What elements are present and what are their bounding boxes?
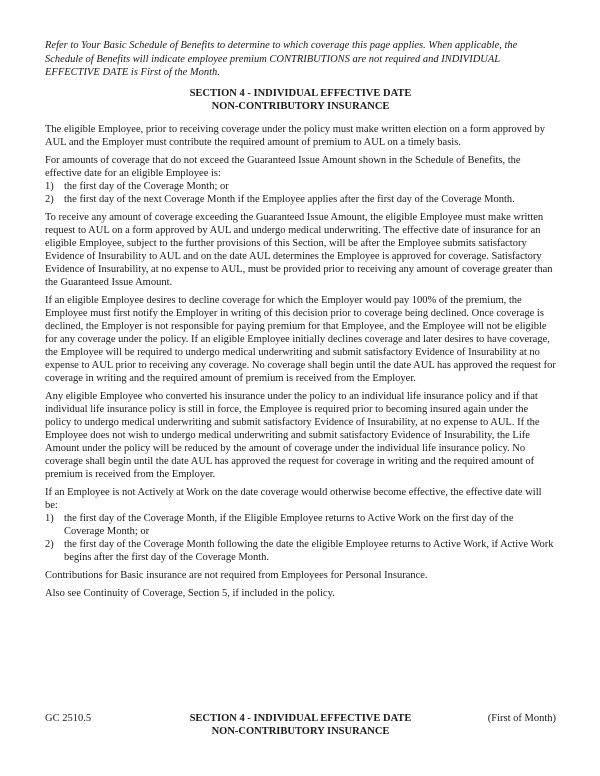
footer-right-note: (First of Month) [487, 713, 556, 724]
page-footer [45, 712, 556, 738]
active-work-list [45, 512, 556, 564]
list-item-number: 1) [45, 180, 54, 192]
section-heading-line2: NON-CONTRIBUTORY INSURANCE [211, 100, 390, 112]
list-item-number: 1) [45, 512, 54, 524]
paragraph-contributions: Contributions for Basic insurance are not required from Employees for Personal Insurance. [45, 569, 428, 581]
list-item-text: the first day of the Coverage Month; or [64, 180, 229, 192]
list-item-number: 2) [45, 538, 54, 550]
list-item-text: the first day of the Coverage Month following the date the eligible Employee returns to Active Work, if Active Work begins after the first day of the Coverage Month. [64, 538, 554, 563]
paragraph-decline-coverage: If an eligible Employee desires to decline coverage for which the Employer would pay 100% of the premium, the Employee must first notify the Employer in writing of this decision prior to coverage being declined. Once coverage is declined, the Employer is not responsible for paying premium for that Employee, and the Employee will not be eligible for any coverage under the policy. If an eligible Employee initially declines coverage and later desires to have coverage, the Employee will be required to undergo medical underwriting and submit satisfactory Evidence of Insurability at no expense to AUL prior to receiving any coverage. No coverage shall begin until the date AUL has approved the request for coverage in writing and the required amount of premium is received from the Employer. [45, 294, 556, 384]
footer-title-line2: NON-CONTRIBUTORY INSURANCE [211, 726, 390, 737]
list-item-number: 2) [45, 193, 54, 205]
list-item-text: the first day of the Coverage Month, if the Eligible Employee returns to Active Work on the first day of the Coverage Month; or [64, 512, 514, 537]
section-heading [45, 87, 556, 113]
guaranteed-issue-list [45, 180, 556, 206]
paragraph-written-election: The eligible Employee, prior to receiving coverage under the policy must make written election on a form approved by AUL and the Employer must contribute the required amount of premium to AUL on a timely basis. [45, 123, 546, 148]
paragraph-active-work-lead: If an Employee is not Actively at Work on the date coverage would otherwise become effective, the effective date will be: [45, 486, 542, 511]
paragraph-continuity: Also see Continuity of Coverage, Section 5, if included in the policy. [45, 587, 335, 599]
section-heading-line1: SECTION 4 - INDIVIDUAL EFFECTIVE DATE [189, 87, 412, 99]
list-item-text: the first day of the next Coverage Month if the Employee applies after the first day of the Coverage Month. [64, 193, 515, 205]
list-item [45, 193, 556, 206]
document-content [45, 39, 556, 605]
footer-doc-code: GC 2510.5 [45, 713, 92, 724]
paragraph-converted-insurance: Any eligible Employee who converted his insurance under the policy to an individual life insurance policy and if that individual life insurance policy is still in force, the Employee is required prior to becoming insured again under the policy to undergo medical underwriting and submit satisfactory Evidence of Insurability, at no expense to AUL. If the Employee does not wish to undergo medical underwriting and submit satisfactory Evidence of Insurability, the Life Amount under the policy will be reduced by the amount of coverage under the individual life insurance policy. No coverage shall begin until the date AUL has approved the request for coverage in writing and the required amount of premium is received from the Employer. [45, 390, 540, 480]
list-item [45, 512, 556, 538]
intro-note: Refer to Your Basic Schedule of Benefits to determine to which coverage this page applies. When applicable, the Schedule of Benefits will indicate employee premium CONTRIBUTIONS are not required and INDIVIDUAL EFFECTIVE DATE is First of the Month. [45, 40, 518, 78]
list-item [45, 180, 556, 193]
list-item [45, 538, 556, 564]
paragraph-guaranteed-issue-lead: For amounts of coverage that do not exceed the Guaranteed Issue Amount shown in the Schedule of Benefits, the effective date for an eligible Employee is: [45, 154, 521, 179]
footer-title-line1: SECTION 4 - INDIVIDUAL EFFECTIVE DATE [189, 713, 412, 724]
footer-section-title [45, 712, 556, 738]
paragraph-excess-coverage: To receive any amount of coverage exceeding the Guaranteed Issue Amount, the eligible Employee must make written request to AUL on a form approved by AUL and undergo medical underwriting. The effective date of insurance for an eligible Employee, subject to the further provisions of this Section, will be after the Employee submits satisfactory Evidence of Insurability to AUL and on the date AUL determines the Employee is approved for coverage. Satisfactory Evidence of Insurability, at no expense to AUL, must be provided prior to receiving any amount of coverage greater than the Guaranteed Issue Amount. [45, 211, 553, 288]
